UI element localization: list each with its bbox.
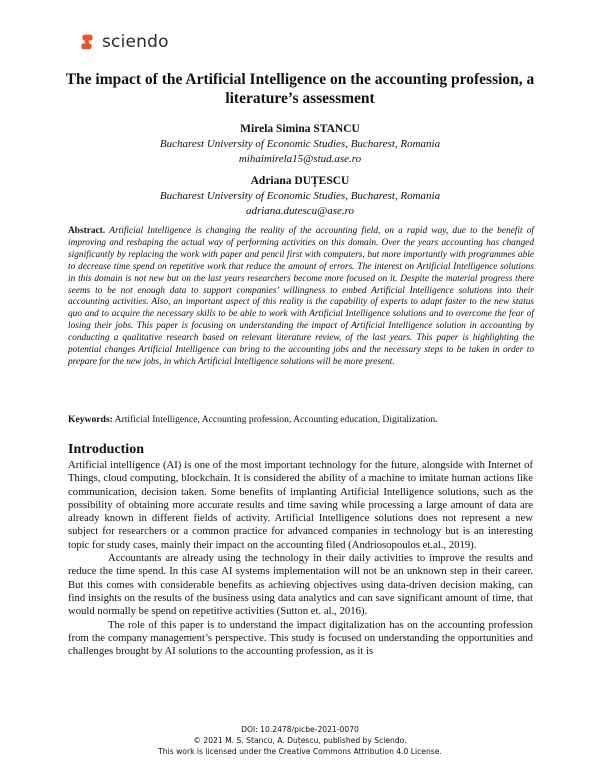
- sciendo-logo-icon: [78, 33, 96, 51]
- brand-name: sciendo: [102, 32, 169, 52]
- doi-link[interactable]: DOI: 10.2478/picbe-2021-0070: [241, 725, 359, 734]
- introduction-body: [68, 459, 533, 658]
- body-paragraph: The role of this paper is to understand the impact digitalization has on the accounting profession from the company management’s perspective. This study is focused on understanding the opportunities and challenges brought by AI solutions to the accounting profession, as it is: [68, 618, 533, 658]
- page-footer: [0, 724, 600, 757]
- body-paragraph: Accountants are already using the technology in their daily activities to improve the results and reduce the time spend. In this case AI systems implementation will not be an unknown step in their career. But this comes with considerable benefits as achieving objectives using data-driven decision making, can find insights on the results of the business using data analytics and can save significant amount of time, that would normally be spend on repetitive activities (Sutton et. al., 2016).: [68, 552, 533, 618]
- author-email[interactable]: adriana.dutescu@ase.ro: [245, 205, 355, 217]
- author-block: [60, 174, 540, 219]
- author-name: Mirela Simina STANCU: [240, 123, 360, 135]
- section-heading-introduction: Introduction: [68, 442, 144, 457]
- abstract: [68, 226, 534, 369]
- author-affiliation: Bucharest University of Economic Studies, Bucharest, Romania: [159, 190, 441, 202]
- author-email[interactable]: mihaimirela15@stud.ase.ro: [238, 153, 362, 165]
- keywords-text: Artificial Intelligence, Accounting profession, Accounting education, Digitalization.: [114, 414, 438, 425]
- keywords-label: Keywords:: [68, 414, 113, 425]
- copyright-notice: © 2021 M. S. Stancu, A. Duțescu, published by Sciendo.: [193, 736, 407, 745]
- body-paragraph: Artificial intelligence (AI) is one of the most important technology for the future, alongside with Internet of Things, cloud computing, blockchain. It is considered the ability of a machine to imitate human actions like communication, decision taken. Some benefits of implanting Artificial Intelligence solutions, such as the possibility of obtaining more accurate results and time saving while processing a large amount of data are already known in different fields of activity. Artificial Intelligence solutions does not represent a new subject for researchers or a common practice for advanced companies in technology but is an interesting topic for study cases, mainly their impact on the accounting filed (Andriosopoulos et.al., 2019).: [68, 459, 533, 551]
- author-block: [60, 122, 540, 167]
- author-affiliation: Bucharest University of Economic Studies, Bucharest, Romania: [159, 138, 441, 150]
- publisher-logo[interactable]: [78, 32, 169, 52]
- abstract-label: Abstract.: [68, 226, 106, 236]
- keywords: [68, 414, 538, 426]
- author-name: Adriana DUȚESCU: [250, 175, 350, 187]
- paper-title: The impact of the Artificial Intelligence on the accounting profession, a literature’s assessment: [65, 71, 535, 107]
- license-notice: This work is licensed under the Creative Commons Attribution 4.0 License.: [158, 747, 442, 756]
- abstract-text: Artificial Intelligence is changing the reality of the accounting field, on a rapid way, due to the benefit of improving and reshaping the actual way of performing activities on this domain. Over the years accounting has changed significantly by replacing the work with paper and pencil first with computers, but more importantly with programmes able to decrease time spend on repetitive work that reduce the amount of errors. The interest on Artificial Intelligence solutions in this domain is not new but on the last years researchers become more focused on it. Despite the material progress there seems to be not enough data to support companies’ willingness to embed Artificial Intelligence solutions into their accounting activities. Also, an important aspect of this reality is the capability of experts to adapt faster to the new status quo and to acquire the necessary skills to be able to work with Artificial Intelligence solutions and to overcome the fear of losing their jobs. This paper is focusing on understanding the impact of Artificial Intelligence solution in accounting by conducting a qualitative research based on relevant literature review, of the last years. This paper is highlighting the potential changes Artificial Intelligence can bring to the accounting jobs and the necessary steps to be taken in order to prepare for the new jobs, in which Artificial Intelligence solutions will be more present.: [68, 226, 534, 367]
